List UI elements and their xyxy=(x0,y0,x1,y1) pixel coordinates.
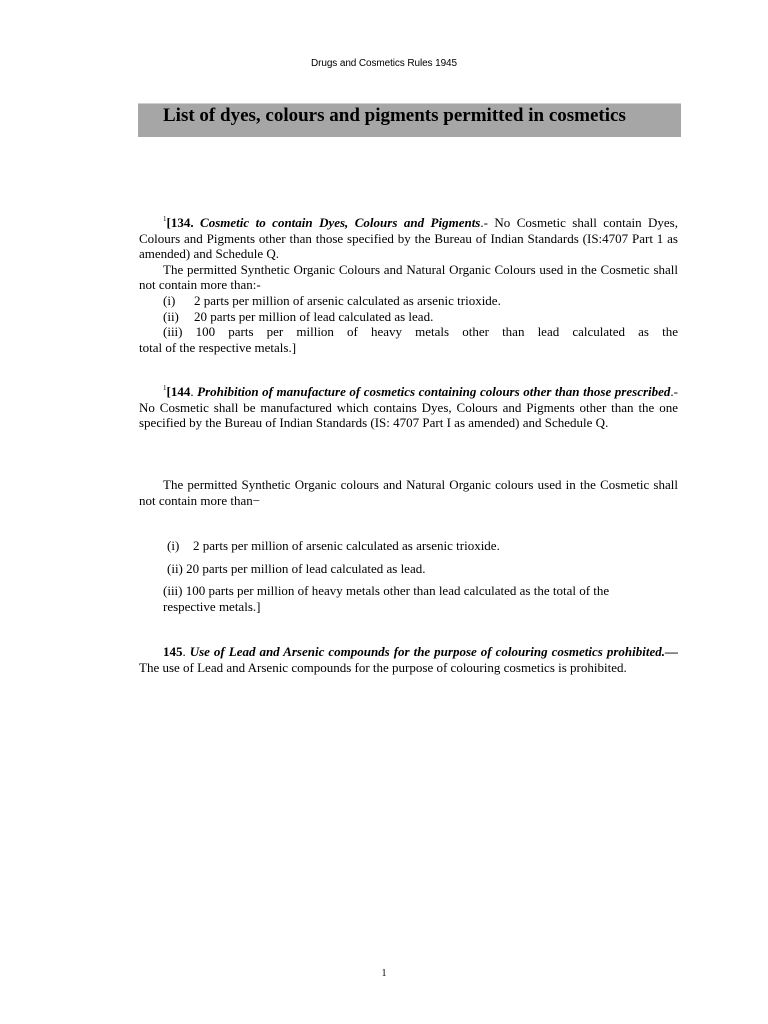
rule-134-item-number: (ii) xyxy=(163,308,179,324)
rule-134-item xyxy=(139,309,678,325)
rule-144-item xyxy=(139,583,678,599)
page-title: List of dyes, colours and pigments permitted in cosmetics xyxy=(163,105,626,126)
rule-134-body: No Cosmetic shall contain Dyes, Colours and Pigments other than those specified by the Bureau of Indian Standards (IS:4707 Part 1 as amended) and Schedule Q. xyxy=(139,215,678,262)
rule-144-item-text: 20 parts per million of lead calculated as lead. xyxy=(186,560,426,576)
rule-134-heading: Cosmetic to contain Dyes, Colours and Pigments xyxy=(200,215,481,230)
running-header: Drugs and Cosmetics Rules 1945 xyxy=(311,58,457,69)
rule-144-intro: The permitted Synthetic Organic colours and Natural Organic colours used in the Cosmetic shall not contain more than− xyxy=(139,477,678,508)
rule-144-item-number: (i) xyxy=(167,538,180,553)
rule-144-paragraph xyxy=(139,384,678,431)
rule-144-heading: Prohibition of manufacture of cosmetics containing colours other than those prescribed xyxy=(197,384,671,399)
rule-134-item-number: (iii) xyxy=(163,324,183,340)
rule-134-paragraph xyxy=(139,215,678,262)
rule-144-heading-tail: .- xyxy=(670,384,678,399)
rule-145-number: 145 xyxy=(163,644,183,659)
rule-145-heading-sep: . xyxy=(182,644,190,659)
rule-144-item-text: 100 parts per million of heavy metals other than lead calculated as the total of the xyxy=(185,583,610,599)
rule-144-item xyxy=(139,561,678,577)
rule-145-heading: Use of Lead and Arsenic compounds for the purpose of colouring cosmetics prohibited.— xyxy=(189,644,678,659)
rule-144-items-tail: respective metals.] xyxy=(163,598,261,614)
rule-145-body: The use of Lead and Arsenic compounds for the purpose of colouring cosmetics is prohibited. xyxy=(139,659,627,675)
rule-134-intro: The permitted Synthetic Organic Colours and Natural Organic Colours used in the Cosmetic shall not contain more than:- xyxy=(139,261,678,293)
rule-144-item-number: (ii) xyxy=(167,560,183,576)
rule-144-item-text: 2 parts per million of arsenic calculated as arsenic trioxide. xyxy=(193,538,500,553)
rule-144-body: No Cosmetic shall be manufactured which contains Dyes, Colours and Pigments other than the one specified by the Bureau of Indian Standards (IS: 4707 Part I as amended) and Schedule Q. xyxy=(139,399,678,431)
rule-145-section xyxy=(139,644,678,675)
rule-134-items-tail: total of the respective metals.] xyxy=(139,339,297,355)
footnote-mark: 1 xyxy=(163,384,167,392)
rule-144-section xyxy=(139,384,678,431)
page-number: 1 xyxy=(381,968,387,979)
rule-134-item xyxy=(139,324,678,340)
rule-134-item-number: (i) xyxy=(163,292,176,308)
rule-134-section xyxy=(139,215,678,355)
rule-134-item-text: 100 parts per million of heavy metals other than lead calculated as the xyxy=(195,324,678,340)
rule-144-list xyxy=(139,538,678,614)
rule-144-intro-block xyxy=(139,477,678,508)
rule-134-item-text: 2 parts per million of arsenic calculated as arsenic trioxide. xyxy=(194,292,501,308)
rule-144-item-number: (iii) xyxy=(163,583,183,599)
rule-144-heading-sep: . xyxy=(190,384,198,399)
rule-134-item-text: 20 parts per million of lead calculated as lead. xyxy=(194,308,434,324)
rule-145-paragraph xyxy=(139,644,678,675)
rule-144-item xyxy=(139,538,678,554)
rule-134-heading-tail: .- xyxy=(480,215,495,230)
footnote-mark: 1 xyxy=(163,215,167,223)
rule-144-number: [144 xyxy=(166,384,191,399)
title-banner xyxy=(138,103,681,137)
rule-134-item xyxy=(139,293,678,309)
rule-134-number: [134. xyxy=(166,215,194,230)
